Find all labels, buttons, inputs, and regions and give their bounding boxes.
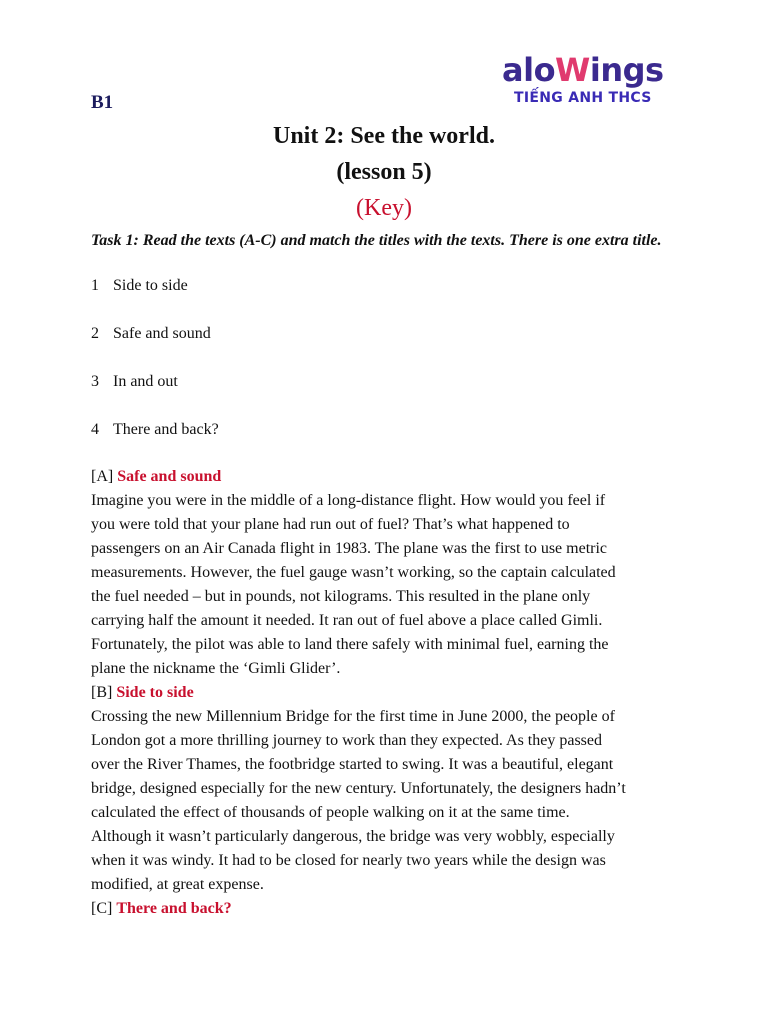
option-text: Safe and sound bbox=[113, 325, 211, 342]
text-line: measurements. However, the fuel gauge wasn’t working, so the captain calculated bbox=[91, 564, 616, 581]
logo-wordmark bbox=[502, 50, 664, 90]
text-line: over the River Thames, the footbridge started to swing. It was a beautiful, elegant bbox=[91, 756, 614, 773]
text-line: you were told that your plane had run out of fuel? That’s what happened to bbox=[91, 516, 570, 533]
section-answer: Safe and sound bbox=[117, 468, 222, 485]
section-b-heading bbox=[91, 681, 194, 705]
option-number: 3 bbox=[91, 373, 99, 390]
section-a-heading bbox=[91, 465, 221, 489]
key-label: (Key) bbox=[356, 195, 412, 221]
option-text: Side to side bbox=[113, 277, 188, 294]
option-number: 2 bbox=[91, 325, 99, 342]
option-number: 1 bbox=[91, 277, 99, 294]
logo-wordmark-w: W bbox=[555, 51, 590, 89]
logo-subtitle: TIẾNG ANH THCS bbox=[514, 90, 652, 106]
text-line: the fuel needed – but in pounds, not kilograms. This resulted in the plane only bbox=[91, 588, 591, 605]
text-line: London got a more thrilling journey to work than they expected. As they passed bbox=[91, 732, 602, 749]
text-line: when it was windy. It had to be closed for nearly two years while the design was bbox=[91, 852, 606, 869]
option-text: In and out bbox=[113, 373, 178, 390]
title-option bbox=[91, 275, 188, 297]
text-line: Although it wasn’t particularly dangerous, the bridge was very wobbly, especially bbox=[91, 828, 615, 845]
logo-wordmark-ings: ings bbox=[589, 51, 664, 89]
logo-wordmark-alo: alo bbox=[502, 51, 556, 89]
unit-title: Unit 2: See the world. bbox=[273, 123, 495, 149]
text-line: Crossing the new Millennium Bridge for the first time in June 2000, the people of bbox=[91, 708, 615, 725]
option-text: There and back? bbox=[113, 421, 219, 438]
section-b-text bbox=[91, 705, 691, 897]
title-option bbox=[91, 419, 219, 441]
section-label: [B] bbox=[91, 684, 113, 701]
section-label: [A] bbox=[91, 468, 114, 485]
text-line: bridge, designed especially for the new century. Unfortunately, the designers hadn’t bbox=[91, 780, 626, 797]
option-number: 4 bbox=[91, 421, 99, 438]
text-line: modified, at great expense. bbox=[91, 876, 264, 893]
section-answer: There and back? bbox=[116, 900, 232, 917]
title-option bbox=[91, 371, 178, 393]
text-line: plane the nickname the ‘Gimli Glider’. bbox=[91, 660, 341, 677]
lesson-title: (lesson 5) bbox=[336, 159, 432, 185]
level-label: B1 bbox=[91, 92, 114, 113]
text-line: Imagine you were in the middle of a long-distance flight. How would you feel if bbox=[91, 492, 606, 509]
alowings-logo bbox=[502, 50, 674, 112]
section-answer: Side to side bbox=[116, 684, 194, 701]
text-line: carrying half the amount it needed. It ran out of fuel above a place called Gimli. bbox=[91, 612, 603, 629]
section-label: [C] bbox=[91, 900, 113, 917]
text-line: Fortunately, the pilot was able to land there safely with minimal fuel, earning the bbox=[91, 636, 609, 653]
title-option bbox=[91, 323, 211, 345]
text-line: calculated the effect of thousands of people walking on it at the same time. bbox=[91, 804, 570, 821]
text-line: passengers on an Air Canada flight in 1983. The plane was the first to use metric bbox=[91, 540, 608, 557]
section-c-heading bbox=[91, 897, 232, 921]
task-instruction: Task 1: Read the texts (A-C) and match the titles with the texts. There is one extra title. bbox=[91, 232, 662, 249]
section-a-text bbox=[91, 489, 691, 681]
